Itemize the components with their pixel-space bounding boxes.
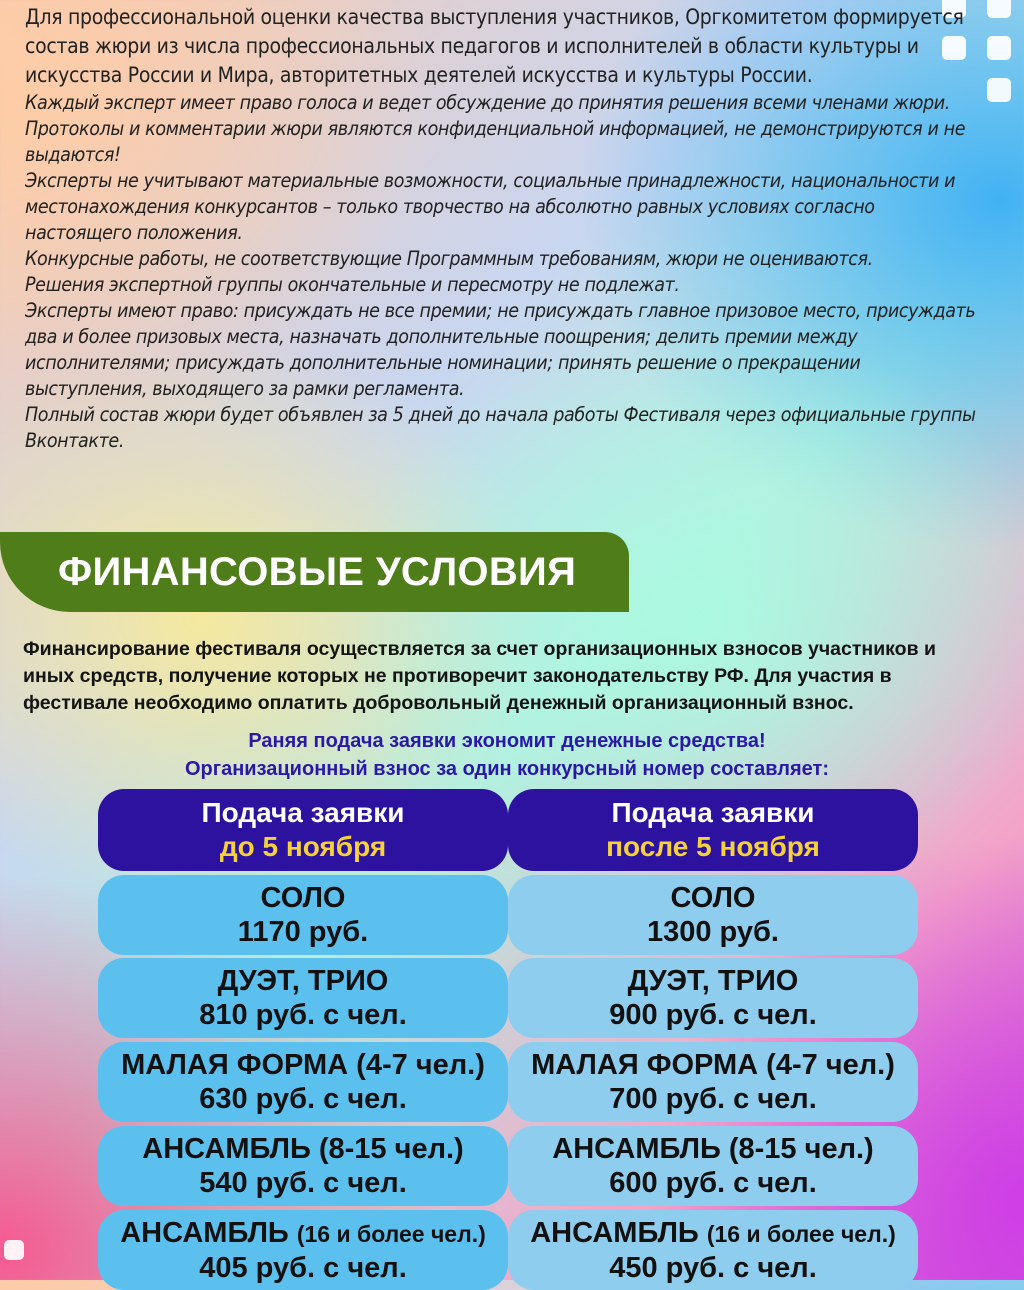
fee-cell [508,958,918,1038]
jury-paragraph: Эксперты имеют право: присуждать не все премии; не присуждать главное призовое место, присуждать два и более призовых места, назначать дополнительные поощрения; делить премии между исполнителями; присуждать дополнительные номинации; принять решение о прекращении выступления, выходящего за рамки регламента. [25,299,976,400]
category-name: СОЛО [260,882,346,914]
category-name: СОЛО [670,882,756,914]
category-size: (16 и более чел.) [706,1220,896,1247]
fee-cell [508,1210,918,1290]
fee-cell [508,1126,918,1206]
header-label: Подача заявки [611,797,815,828]
price: 540 руб. с чел. [199,1167,407,1199]
jury-paragraph: Решения экспертной группы окончательные и пересмотру не подлежат. [25,273,680,296]
section-title-banner [0,532,629,612]
category-name: АНСАМБЛЬ [120,1216,289,1249]
fee-cell [508,1042,918,1122]
jury-paragraph: Каждый эксперт имеет право голоса и ведет обсуждение до принятия решения всеми членами жюри. [25,91,950,114]
category-name: ДУЭТ, ТРИО [627,965,799,997]
category-size: (16 и более чел.) [296,1220,486,1247]
category-name: МАЛАЯ ФОРМА (4-7 чел.) [121,1049,485,1081]
header-label: Подача заявки [201,797,405,828]
decor-square-icon [4,1240,24,1260]
price: 600 руб. с чел. [609,1167,817,1199]
category-name: АНСАМБЛЬ (8-15 чел.) [552,1133,874,1165]
price: 700 руб. с чел. [609,1083,817,1115]
category-name: ДУЭТ, ТРИО [217,965,389,997]
category-name: АНСАМБЛЬ (8-15 чел.) [142,1133,464,1165]
section-title: ФИНАНСОВЫЕ УСЛОВИЯ [58,549,577,594]
price: 1300 руб. [646,916,779,948]
jury-paragraph: Эксперты не учитывают материальные возможности, социальные принадлежности, национальности и местонахождения конкурсантов – только творчество на абсолютно равных условиях согласно настоящего положения. [25,169,956,244]
price: 630 руб. с чел. [199,1083,407,1115]
header-after-deadline [508,789,918,871]
jury-paragraph: Протоколы и комментарии жюри являются конфиденциальной информацией, не демонстрируются и не выдаются! [25,117,966,166]
price: 900 руб. с чел. [609,999,817,1031]
fee-cell [98,958,508,1038]
decor-square-icon [987,0,1011,18]
price: 405 руб. с чел. [199,1251,407,1284]
category-name: МАЛАЯ ФОРМА (4-7 чел.) [531,1049,895,1081]
decor-square-icon [987,36,1011,60]
price: 810 руб. с чел. [199,999,407,1031]
header-before-deadline [98,789,508,871]
jury-lead-text: Для профессиональной оценки качества выступления участников, Оргкомитетом формируется состав жюри из числа профессиональных педагогов и исполнителей в области культуры и искусства России и Мира, авторитетных деятелей искусства и культуры России. [25,5,964,87]
decor-square-icon [987,78,1011,102]
jury-paragraph: Полный состав жюри будет объявлен за 5 дней до начала работы Фестиваля через официальные группы Вконтакте. [25,403,976,452]
header-date: до 5 ноября [219,831,387,862]
category-name: АНСАМБЛЬ [530,1216,699,1249]
header-date: после 5 ноября [606,831,820,862]
price: 450 руб. с чел. [609,1251,817,1284]
fee-cell [508,875,918,955]
fee-cell [98,1126,508,1206]
fee-note: Организационный взнос за один конкурсный номер составляет: [184,758,829,780]
fee-cell [98,875,508,955]
jury-section [25,3,985,454]
fee-cell [98,1210,508,1290]
price: 1170 руб. [237,916,369,948]
finance-text: Финансирование фестиваля осуществляется за счет организационных взносов участников и иных средств, получение которых не противоречит законодательству РФ. Для участия в фестивале необходимо оплатить добровольный денежный организационный взнос. [23,638,936,714]
early-application-note: Раняя подача заявки экономит денежные средства! [248,730,766,752]
jury-paragraph: Конкурсные работы, не соответствующие Программным требованиям, жюри не оцениваются. [25,247,873,270]
fee-cell [98,1042,508,1122]
